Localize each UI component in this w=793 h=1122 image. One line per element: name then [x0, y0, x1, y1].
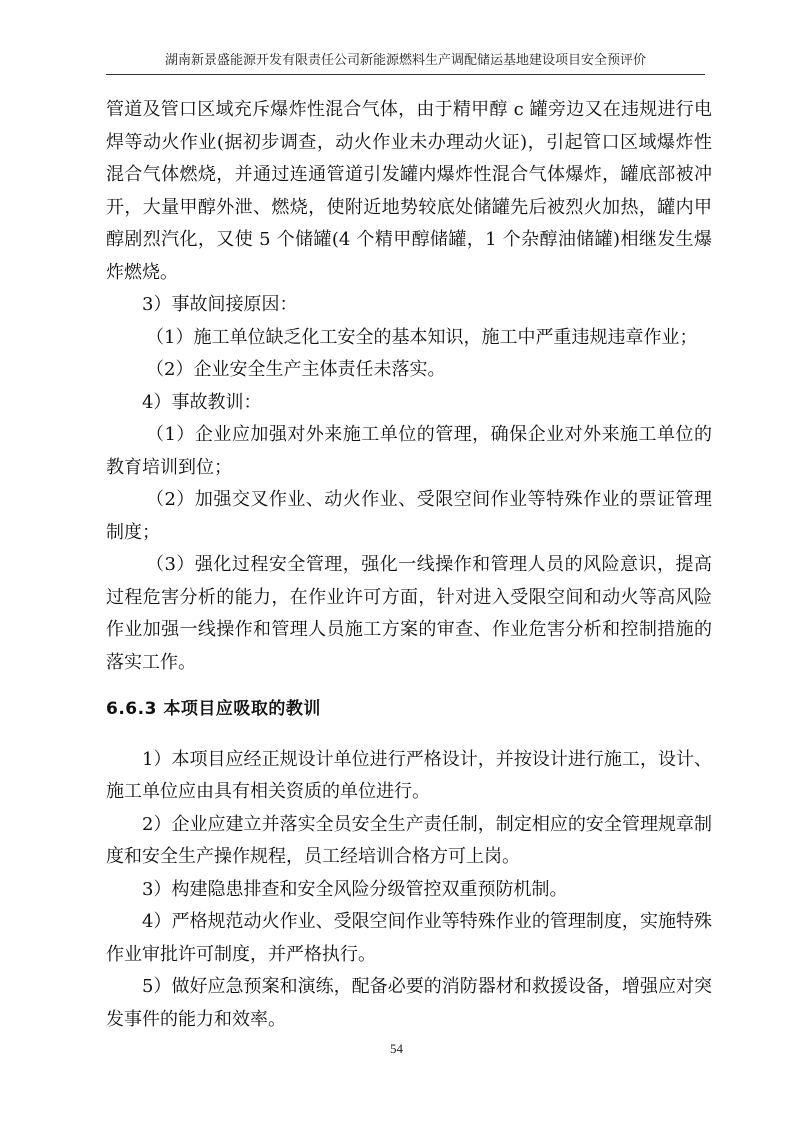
indirect-cause-item-1: （1）施工单位缺乏化工安全的基本知识，施工中严重违规违章作业；	[146, 326, 698, 348]
project-lesson-3: 3）构建隐患排查和安全风险分级管控双重预防机制。	[142, 878, 568, 900]
section-title: 6.6.3 本项目应吸取的教训	[106, 699, 321, 719]
indirect-cause-heading: 3）事故间接原因：	[142, 294, 298, 315]
document-body	[106, 94, 712, 1036]
lessons-heading: 4）事故教训：	[142, 391, 262, 413]
header-divider	[106, 74, 705, 75]
lesson-item-1: （1）企业应加强对外来施工单位的管理，确保企业对外来施工单位的教育培训到位；	[106, 424, 712, 478]
paragraph-accident-description: 管道及管口区域充斥爆炸性混合气体，由于精甲醇 c 罐旁边又在违规进行电焊等动火作业(据初步调查，动火作业未办理动火证)，引起管口区域爆炸性混合气体燃烧，并通过连通管道引发罐内爆炸性混合气体爆炸，罐底部被冲开，大量甲醇外泄、燃烧，使附近地势较底处储罐先后被烈火加热，罐内甲醇剧烈汽化，又使 5 个储罐(4 个精甲醇储罐，1 个杂醇油储罐)相继发生爆炸燃烧。	[106, 99, 712, 283]
page-header: 湖南新景盛能源开发有限责任公司新能源燃料生产调配储运基地建设项目安全预评价	[164, 53, 646, 68]
project-lesson-2: 2）企业应建立并落实全员安全生产责任制，制定相应的安全管理规章制度和安全生产操作规程，员工经培训合格方可上岗。	[106, 813, 712, 867]
indirect-cause-item-2: （2）企业安全生产主体责任未落实。	[146, 359, 446, 380]
lesson-item-3: （3）强化过程安全管理，强化一线操作和管理人员的风险意识，提高过程危害分析的能力，在作业许可方面，针对进入受限空间和动火等高风险作业加强一线操作和管理人员施工方案的审查、作业危害分析和控制措施的落实工作。	[106, 554, 712, 673]
lesson-item-2: （2）加强交叉作业、动火作业、受限空间作业等特殊作业的票证管理制度；	[106, 489, 712, 543]
page-number: 54	[390, 1041, 403, 1056]
project-lesson-1: 1）本项目应经正规设计单位进行严格设计，并按设计进行施工，设计、施工单位应由具有相关资质的单位进行。	[106, 748, 712, 802]
project-lesson-4: 4）严格规范动火作业、受限空间作业等特殊作业的管理制度，实施特殊作业审批许可制度，并严格执行。	[106, 911, 712, 965]
project-lesson-5: 5）做好应急预案和演练，配备必要的消防器材和救援设备，增强应对突发事件的能力和效率。	[106, 976, 712, 1030]
